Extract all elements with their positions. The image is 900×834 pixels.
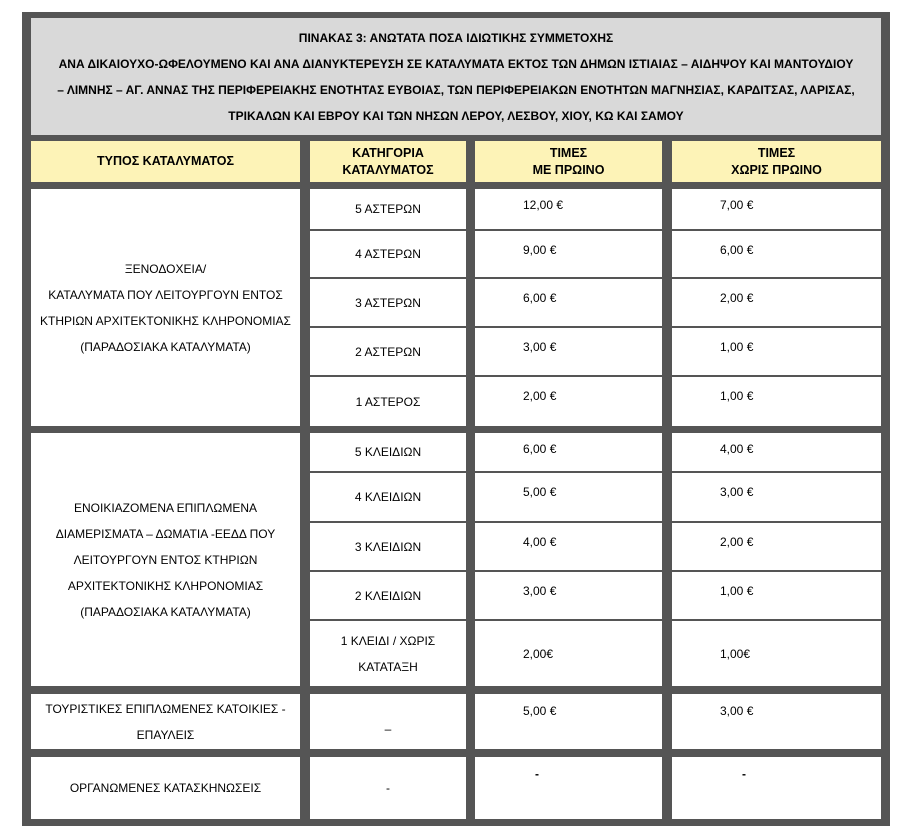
header-type: ΤΥΠΟΣ ΚΑΤΑΛΥΜΑΤΟΣ bbox=[31, 141, 300, 182]
price-without-breakfast: 7,00 € bbox=[672, 189, 881, 229]
category-cell: – bbox=[310, 694, 466, 749]
price-with-breakfast: - bbox=[475, 757, 662, 819]
price-with-breakfast: 9,00 € bbox=[475, 231, 662, 277]
price-without-breakfast: 2,00 € bbox=[672, 279, 881, 326]
price-with-breakfast: 4,00 € bbox=[475, 523, 662, 570]
category-cell: 2 ΑΣΤΕΡΩΝ bbox=[310, 328, 466, 375]
title-line: ΠΙΝΑΚΑΣ 3: ΑΝΩΤΑΤΑ ΠΟΣΑ ΙΔΙΩΤΙΚΗΣ ΣΥΜΜΕΤΟΧΗΣ bbox=[298, 30, 614, 45]
price-without-breakfast: - bbox=[672, 757, 881, 819]
price-with-breakfast: 5,00 € bbox=[475, 473, 662, 521]
category-cell: - bbox=[310, 757, 466, 819]
price-with-breakfast: 3,00 € bbox=[475, 328, 662, 375]
type-rooms: ΕΝΟΙΚΙΑΖΟΜΕΝΑ ΕΠΙΠΛΩΜΕΝΑ ΔΙΑΜΕΡΙΣΜΑΤΑ – ΔΩΜΑΤΙΑ -ΕΕΔΔ ΠΟΥ ΛΕΙΤΟΥΡΓΟΥΝ ΕΝΤΟΣ ΚΤΗΡΙΩΝ ΑΡΧΙΤΕΚΤΟΝΙΚΗΣ ΚΛΗΡΟΝΟΜΙΑΣ (ΠΑΡΑΔΟΣΙΑΚΑ ΚΑΤΑΛΥΜΑΤΑ) bbox=[31, 433, 300, 686]
price-without-breakfast: 3,00 € bbox=[672, 694, 881, 749]
price-with-breakfast: 2,00 € bbox=[475, 377, 662, 426]
price-without-breakfast: 4,00 € bbox=[672, 433, 881, 471]
title-line: ΑΝΑ ΔΙΚΑΙΟΥΧΟ-ΩΦΕΛΟΥΜΕΝΟ ΚΑΙ ΑΝΑ ΔΙΑΝΥΚΤΕΡΕΥΣΗ ΣΕ ΚΑΤΑΛΥΜΑΤΑ ΕΚΤΟΣ ΤΩΝ ΔΗΜΩΝ ΙΣΤΙΑΙΑΣ – ΑΙΔΗΨΟΥ ΚΑΙ ΜΑΝΤΟΥΔΙΟΥ bbox=[58, 56, 854, 71]
category-cell: 4 ΚΛΕΙΔΙΩΝ bbox=[310, 473, 466, 521]
price-without-breakfast: 3,00 € bbox=[672, 473, 881, 521]
title-line: – ΛΙΜΝΗΣ – ΑΓ. ΑΝΝΑΣ ΤΗΣ ΠΕΡΙΦΕΡΕΙΑΚΗΣ ΕΝΟΤΗΤΑΣ ΕΥΒΟΙΑΣ, ΤΩΝ ΠΕΡΙΦΕΡΕΙΑΚΩΝ ΕΝΟΤΗΤΩΝ ΜΑΓΝΗΣΙΑΣ, ΚΑΡΔΙΤΣΑΣ, ΛΑΡΙΣΑΣ, bbox=[57, 82, 855, 97]
price-with-breakfast: 2,00€ bbox=[475, 621, 662, 686]
price-without-breakfast: 1,00 € bbox=[672, 328, 881, 375]
type-villas: ΤΟΥΡΙΣΤΙΚΕΣ ΕΠΙΠΛΩΜΕΝΕΣ ΚΑΤΟΙΚΙΕΣ - ΕΠΑΥΛΕΙΣ bbox=[31, 694, 300, 749]
type-camping: ΟΡΓΑΝΩΜΕΝΕΣ ΚΑΤΑΣΚΗΝΩΣΕΙΣ bbox=[31, 757, 300, 819]
category-cell: 5 ΚΛΕΙΔΙΩΝ bbox=[310, 433, 466, 471]
category-cell: 3 ΚΛΕΙΔΙΩΝ bbox=[310, 523, 466, 570]
price-with-breakfast: 3,00 € bbox=[475, 572, 662, 619]
price-with-breakfast: 6,00 € bbox=[475, 279, 662, 326]
table-title bbox=[31, 18, 881, 135]
price-with-breakfast: 6,00 € bbox=[475, 433, 662, 471]
price-without-breakfast: 6,00 € bbox=[672, 231, 881, 277]
price-with-breakfast: 12,00 € bbox=[475, 189, 662, 229]
type-hotels: ΞΕΝΟΔΟΧΕΙΑ/ ΚΑΤΑΛΥΜΑΤΑ ΠΟΥ ΛΕΙΤΟΥΡΓΟΥΝ ΕΝΤΟΣ ΚΤΗΡΙΩΝ ΑΡΧΙΤΕΚΤΟΝΙΚΗΣ ΚΛΗΡΟΝΟΜΙΑΣ (ΠΑΡΑΔΟΣΙΑΚΑ ΚΑΤΑΛΥΜΑΤΑ) bbox=[31, 189, 300, 426]
price-with-breakfast: 5,00 € bbox=[475, 694, 662, 749]
price-without-breakfast: 1,00€ bbox=[672, 621, 881, 686]
category-cell: 2 ΚΛΕΙΔΙΩΝ bbox=[310, 572, 466, 619]
header-category: ΚΑΤΗΓΟΡΙΑ ΚΑΤΑΛΥΜΑΤΟΣ bbox=[310, 141, 466, 182]
price-without-breakfast: 1,00 € bbox=[672, 377, 881, 426]
category-cell: 1 ΚΛΕΙΔΙ / ΧΩΡΙΣ ΚΑΤΑΤΑΞΗ bbox=[310, 621, 466, 686]
category-cell: 4 ΑΣΤΕΡΩΝ bbox=[310, 231, 466, 277]
header-with-breakfast: ΤΙΜΕΣ ΜΕ ΠΡΩΙΝΟ bbox=[475, 141, 662, 182]
title-line: ΤΡΙΚΑΛΩΝ ΚΑΙ ΕΒΡΟΥ ΚΑΙ ΤΩΝ ΝΗΣΩΝ ΛΕΡΟΥ, ΛΕΣΒΟΥ, ΧΙΟΥ, ΚΩ ΚΑΙ ΣΑΜΟΥ bbox=[228, 108, 684, 123]
category-cell: 1 ΑΣΤΕΡΟΣ bbox=[310, 377, 466, 426]
category-cell: 5 ΑΣΤΕΡΩΝ bbox=[310, 189, 466, 229]
category-cell: 3 ΑΣΤΕΡΩΝ bbox=[310, 279, 466, 326]
price-without-breakfast: 1,00 € bbox=[672, 572, 881, 619]
price-without-breakfast: 2,00 € bbox=[672, 523, 881, 570]
header-without-breakfast: ΤΙΜΕΣ ΧΩΡΙΣ ΠΡΩΙΝΟ bbox=[672, 141, 881, 182]
